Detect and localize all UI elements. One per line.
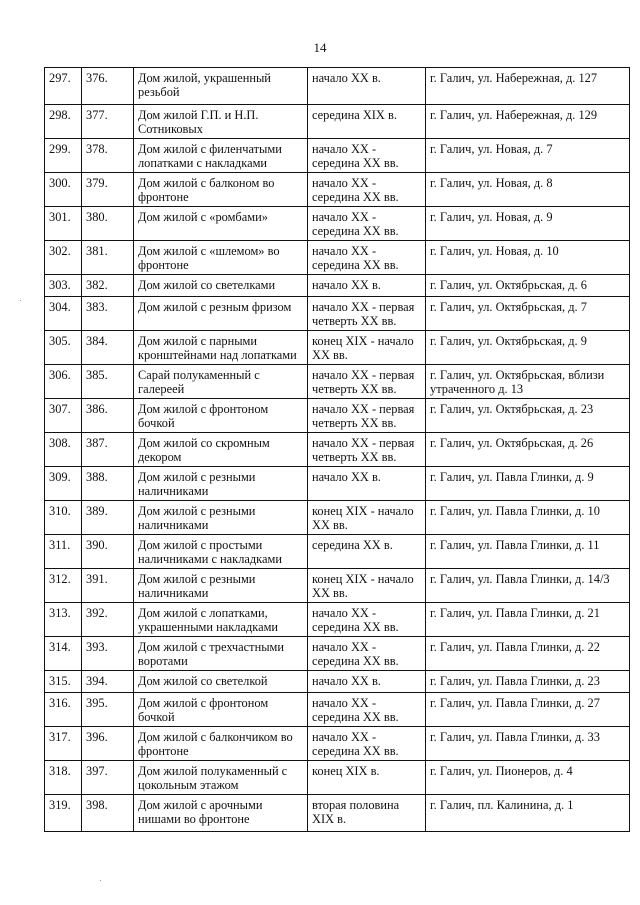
object-address-cell: г. Галич, ул. Павла Глинки, д. 14/3 [426,569,630,603]
table-row [45,761,630,795]
object-name-cell: Дом жилой с «ромбами» [134,207,308,241]
dating-cell: начало XX - первая четверть XX вв. [308,297,426,331]
object-address-cell: г. Галич, ул. Октябрьская, д. 23 [426,399,630,433]
row-number-cell: 300. [45,173,82,207]
row-number-cell: 297. [45,68,82,105]
dating-cell: конец XIX - начало XX вв. [308,569,426,603]
object-number-cell: 383. [82,297,134,331]
dating-cell: начало XX - середина XX вв. [308,207,426,241]
row-number-cell: 308. [45,433,82,467]
table-row [45,105,630,139]
table-row [45,241,630,275]
dating-cell: конец XIX в. [308,761,426,795]
row-number-cell: 299. [45,139,82,173]
dating-cell: начало XX в. [308,275,426,297]
dating-cell: начало XX - середина XX вв. [308,727,426,761]
row-number-cell: 311. [45,535,82,569]
row-number-cell: 306. [45,365,82,399]
object-number-cell: 393. [82,637,134,671]
object-number-cell: 392. [82,603,134,637]
object-number-cell: 395. [82,693,134,727]
object-address-cell: г. Галич, ул. Павла Глинки, д. 11 [426,535,630,569]
object-name-cell: Дом жилой с балконом во фронтоне [134,173,308,207]
object-name-cell: Дом жилой с трехчастными воротами [134,637,308,671]
dating-cell: начало XX - середина XX вв. [308,139,426,173]
scan-speck [20,300,21,301]
object-number-cell: 389. [82,501,134,535]
table-row [45,535,630,569]
object-address-cell: г. Галич, ул. Октябрьская, д. 6 [426,275,630,297]
object-name-cell: Дом жилой с резным фризом [134,297,308,331]
object-name-cell: Дом жилой с балкончиком во фронтоне [134,727,308,761]
dating-cell: вторая половина XIX в. [308,795,426,832]
row-number-cell: 303. [45,275,82,297]
dating-cell: середина XX в. [308,535,426,569]
object-name-cell: Дом жилой с фронтоном бочкой [134,693,308,727]
object-address-cell: г. Галич, ул. Павла Глинки, д. 23 [426,671,630,693]
object-name-cell: Дом жилой с резными наличниками [134,467,308,501]
object-number-cell: 398. [82,795,134,832]
table-row [45,365,630,399]
object-name-cell: Дом жилой с резными наличниками [134,569,308,603]
dating-cell: конец XIX - начало XX вв. [308,501,426,535]
object-address-cell: г. Галич, ул. Новая, д. 9 [426,207,630,241]
object-name-cell: Дом жилой с простыми наличниками с накладками [134,535,308,569]
table-row [45,68,630,105]
table-row [45,297,630,331]
row-number-cell: 302. [45,241,82,275]
table-row [45,603,630,637]
object-address-cell: г. Галич, ул. Павла Глинки, д. 33 [426,727,630,761]
dating-cell: начало XX в. [308,671,426,693]
dating-cell: начало XX - середина XX вв. [308,173,426,207]
object-name-cell: Дом жилой с парными кронштейнами над лопатками [134,331,308,365]
object-number-cell: 388. [82,467,134,501]
object-number-cell: 376. [82,68,134,105]
table-row [45,693,630,727]
table-row [45,501,630,535]
object-address-cell: г. Галич, ул. Октябрьская, д. 7 [426,297,630,331]
heritage-register-table [44,67,630,832]
object-number-cell: 384. [82,331,134,365]
object-name-cell: Дом жилой с «шлемом» во фронтоне [134,241,308,275]
dating-cell: начало XX - середина XX вв. [308,637,426,671]
object-name-cell: Дом жилой с арочными нишами во фронтоне [134,795,308,832]
object-name-cell: Дом жилой, украшенный резьбой [134,68,308,105]
object-address-cell: г. Галич, пл. Калинина, д. 1 [426,795,630,832]
object-name-cell: Сарай полукаменный с галереей [134,365,308,399]
row-number-cell: 319. [45,795,82,832]
table-body [45,68,630,832]
object-number-cell: 385. [82,365,134,399]
object-name-cell: Дом жилой со светелкой [134,671,308,693]
object-address-cell: г. Галич, ул. Павла Глинки, д. 22 [426,637,630,671]
object-address-cell: г. Галич, ул. Новая, д. 10 [426,241,630,275]
object-address-cell: г. Галич, ул. Павла Глинки, д. 9 [426,467,630,501]
object-name-cell: Дом жилой с филенчатыми лопатками с накладками [134,139,308,173]
object-address-cell: г. Галич, ул. Октябрьская, д. 26 [426,433,630,467]
object-address-cell: г. Галич, ул. Набережная, д. 129 [426,105,630,139]
object-address-cell: г. Галич, ул. Павла Глинки, д. 27 [426,693,630,727]
object-address-cell: г. Галич, ул. Новая, д. 7 [426,139,630,173]
table-row [45,433,630,467]
object-number-cell: 377. [82,105,134,139]
row-number-cell: 301. [45,207,82,241]
table-row [45,275,630,297]
row-number-cell: 309. [45,467,82,501]
table-row [45,173,630,207]
row-number-cell: 314. [45,637,82,671]
row-number-cell: 307. [45,399,82,433]
object-name-cell: Дом жилой с резными наличниками [134,501,308,535]
row-number-cell: 310. [45,501,82,535]
object-address-cell: г. Галич, ул. Новая, д. 8 [426,173,630,207]
table-row [45,795,630,832]
dating-cell: середина XIX в. [308,105,426,139]
object-name-cell: Дом жилой с фронтоном бочкой [134,399,308,433]
object-number-cell: 382. [82,275,134,297]
object-number-cell: 391. [82,569,134,603]
dating-cell: начало XX - первая четверть XX вв. [308,365,426,399]
object-number-cell: 380. [82,207,134,241]
dating-cell: начало XX - середина XX вв. [308,603,426,637]
object-address-cell: г. Галич, ул. Павла Глинки, д. 10 [426,501,630,535]
scan-speck [100,880,101,881]
row-number-cell: 298. [45,105,82,139]
table-row [45,331,630,365]
dating-cell: начало XX в. [308,68,426,105]
object-number-cell: 396. [82,727,134,761]
object-address-cell: г. Галич, ул. Октябрьская, вблизи утраченного д. 13 [426,365,630,399]
page-number: 14 [313,40,327,55]
object-address-cell: г. Галич, ул. Пионеров, д. 4 [426,761,630,795]
row-number-cell: 313. [45,603,82,637]
object-address-cell: г. Галич, ул. Октябрьская, д. 9 [426,331,630,365]
row-number-cell: 305. [45,331,82,365]
row-number-cell: 316. [45,693,82,727]
object-address-cell: г. Галич, ул. Павла Глинки, д. 21 [426,603,630,637]
table-row [45,139,630,173]
table-row [45,467,630,501]
row-number-cell: 315. [45,671,82,693]
table-row [45,399,630,433]
dating-cell: начало XX - первая четверть XX вв. [308,433,426,467]
object-name-cell: Дом жилой со светелками [134,275,308,297]
object-number-cell: 387. [82,433,134,467]
table-row [45,569,630,603]
dating-cell: начало XX - середина XX вв. [308,241,426,275]
dating-cell: начало XX в. [308,467,426,501]
object-number-cell: 390. [82,535,134,569]
table-row [45,637,630,671]
object-number-cell: 379. [82,173,134,207]
dating-cell: конец XIX - начало XX вв. [308,331,426,365]
object-name-cell: Дом жилой со скромным декором [134,433,308,467]
object-name-cell: Дом жилой Г.П. и Н.П. Сотниковых [134,105,308,139]
object-number-cell: 386. [82,399,134,433]
object-name-cell: Дом жилой с лопатками, украшенными накладками [134,603,308,637]
object-number-cell: 378. [82,139,134,173]
object-name-cell: Дом жилой полукаменный с цокольным этажом [134,761,308,795]
row-number-cell: 318. [45,761,82,795]
dating-cell: начало XX - середина XX вв. [308,693,426,727]
row-number-cell: 317. [45,727,82,761]
object-number-cell: 394. [82,671,134,693]
table-row [45,671,630,693]
object-number-cell: 381. [82,241,134,275]
table-row [45,727,630,761]
object-address-cell: г. Галич, ул. Набережная, д. 127 [426,68,630,105]
dating-cell: начало XX - первая четверть XX вв. [308,399,426,433]
object-number-cell: 397. [82,761,134,795]
row-number-cell: 312. [45,569,82,603]
row-number-cell: 304. [45,297,82,331]
table-row [45,207,630,241]
